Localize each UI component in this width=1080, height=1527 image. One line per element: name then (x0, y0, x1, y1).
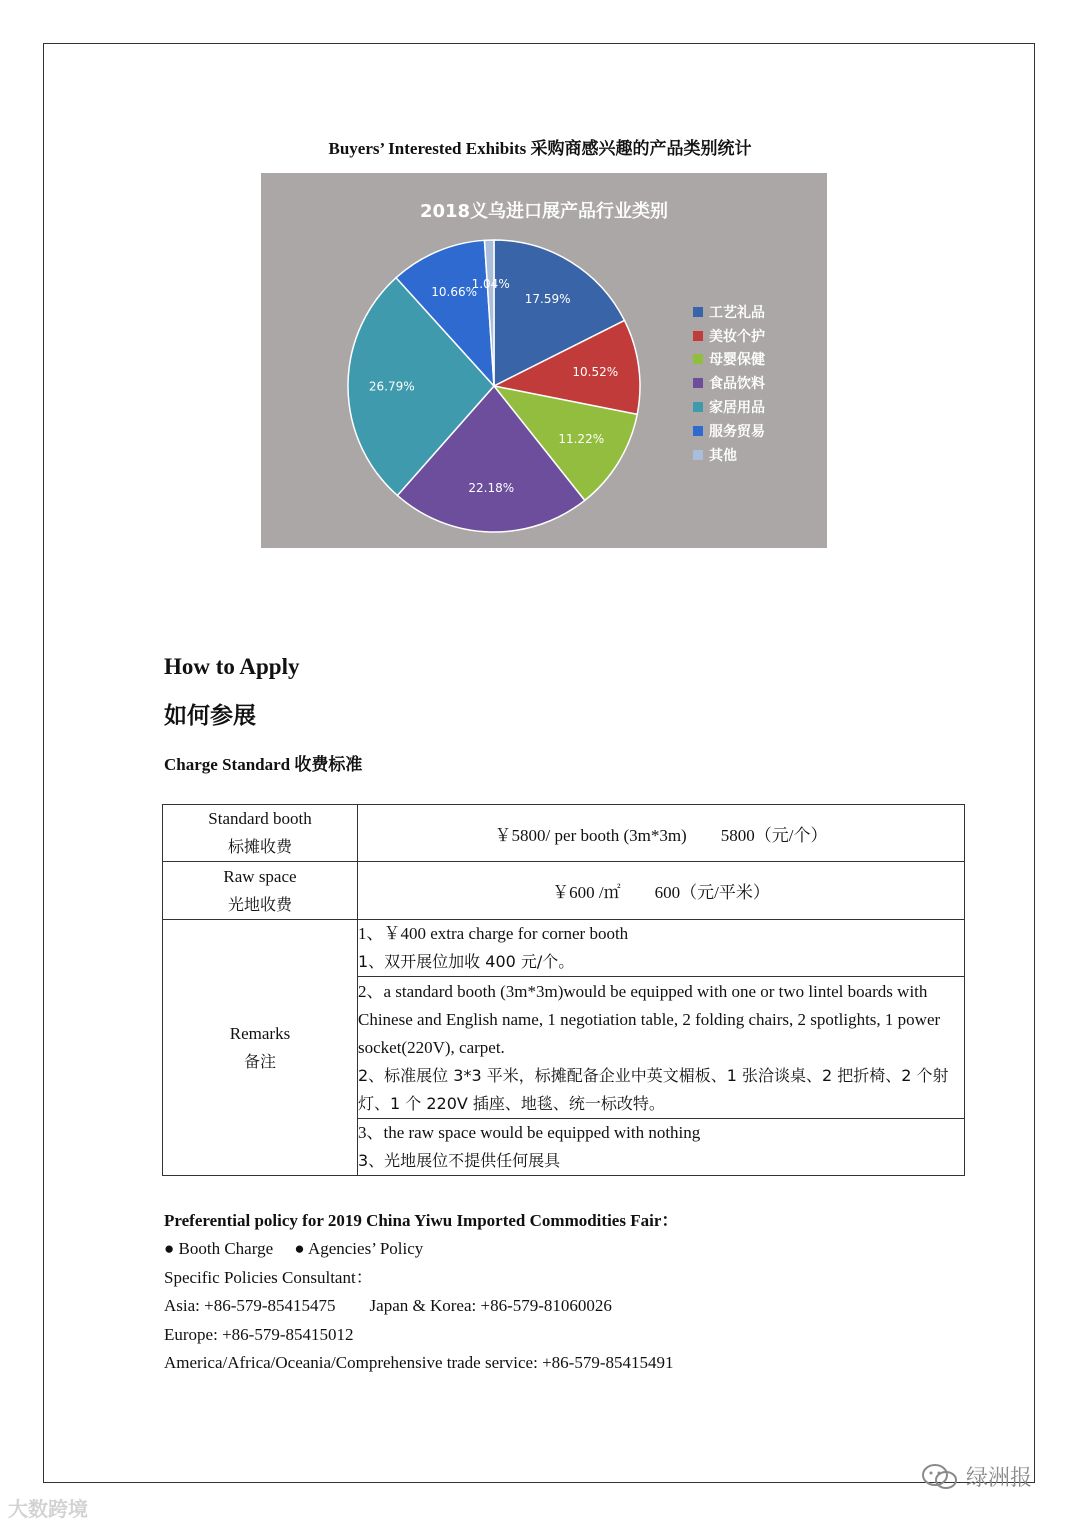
legend-swatch-1 (693, 307, 703, 317)
pie-label-7: 1.04% (471, 276, 510, 291)
policy-bullets: ● Booth Charge ● Agencies’ Policy (164, 1239, 424, 1259)
legend-item-5 (693, 395, 765, 419)
legend-label-4: 食品饮料 (709, 376, 765, 393)
pie-label-6: 10.66% (431, 284, 478, 299)
raw-space-label (163, 862, 358, 920)
remark-3-en: 3、the raw space would be equipped with nothing (358, 1123, 701, 1142)
legend-swatch-7 (693, 450, 703, 460)
wechat-icon (920, 1462, 960, 1492)
remarks-label (163, 920, 358, 1176)
chart-legend (693, 300, 765, 467)
remark-3-cn: 3、光地展位不提供任何展具 (358, 1151, 561, 1170)
contact-america: America/Africa/Oceania/Comprehensive trade service: +86-579-85415491 (164, 1353, 674, 1373)
standard-booth-label (163, 805, 358, 862)
remarks-label-en: Remarks (229, 1023, 291, 1043)
raw-space-label-en: Raw space (223, 866, 297, 886)
remark-1-cn: 1、双开展位加收 400 元/个。 (358, 952, 575, 971)
remark-1-en: 1、￥400 extra charge for corner booth (358, 924, 629, 943)
pie-label-1: 17.59% (524, 292, 571, 307)
policy-title: Preferential policy for 2019 China Yiwu Imported Commodities Fair： (164, 1211, 679, 1230)
pie-label-3: 11.22% (558, 432, 605, 447)
pie-label-5: 26.79% (368, 379, 415, 394)
legend-label-5: 家居用品 (709, 400, 765, 417)
contact-asia: Asia: +86-579-85415475 Japan & Korea: +86-579-81060026 (164, 1296, 612, 1316)
legend-swatch-5 (693, 402, 703, 412)
pie-label-2: 10.52% (572, 365, 619, 380)
charge-standard-heading: Charge Standard 收费标准 (164, 755, 363, 774)
watermark-left: 大数跨境 (8, 1497, 88, 1521)
legend-label-2: 美妆个护 (709, 328, 765, 345)
legend-label-7: 其他 (709, 447, 737, 464)
legend-item-6 (693, 419, 765, 443)
legend-item-7 (693, 443, 765, 467)
legend-swatch-4 (693, 378, 703, 388)
raw-space-label-cn: 光地收费 (227, 894, 292, 914)
table-row-remark-1 (163, 920, 965, 977)
chart-title: 2018义乌进口展产品行业类别 (419, 201, 669, 222)
legend-swatch-3 (693, 354, 703, 364)
how-to-apply-heading: How to Apply (164, 654, 300, 679)
pie-chart (261, 173, 827, 548)
legend-label-6: 服务贸易 (709, 423, 765, 440)
legend-swatch-2 (693, 331, 703, 341)
charge-table (162, 804, 965, 1176)
legend-label-1: 工艺礼品 (709, 304, 765, 321)
chart-caption: Buyers’ Interested Exhibits 采购商感兴趣的产品类别统计 (328, 139, 752, 158)
remark-1 (358, 920, 965, 977)
watermark-right-text: 绿洲报 (966, 1466, 1033, 1491)
legend-item-1 (693, 300, 765, 324)
remark-2-cn: 2、标准展位 3*3 平米，标摊配备企业中英文楣板、1 张洽谈桌、2 把折椅、2 个射灯、1 个 220V 插座、地毯、统一标改特。 (358, 1065, 949, 1113)
legend-item-4 (693, 371, 765, 395)
table-row-standard (163, 805, 965, 862)
standard-booth-price: ￥5800/ per booth (3m*3m) 5800（元/个） (358, 805, 965, 862)
remarks-label-cn: 备注 (243, 1051, 276, 1071)
remark-2 (358, 977, 965, 1119)
contact-europe: Europe: +86-579-85415012 (164, 1324, 354, 1344)
raw-space-price: ￥600 /㎡ 600（元/平米） (358, 862, 965, 920)
legend-item-2 (693, 324, 765, 348)
remark-3 (358, 1119, 965, 1176)
standard-booth-label-cn: 标摊收费 (227, 837, 292, 856)
how-to-apply-heading-cn: 如何参展 (164, 703, 256, 729)
legend-item-3 (693, 348, 765, 372)
legend-swatch-6 (693, 426, 703, 436)
remark-2-en: 2、a standard booth (3m*3m)would be equipped with one or two lintel boards with Chinese and English name, 1 negotiation table, 2 folding chairs, 2 spotlights, 1 power socket(220V), carpet. (358, 981, 941, 1057)
table-row-raw (163, 862, 965, 920)
standard-booth-label-en: Standard booth (208, 809, 312, 828)
policy-consultant: Specific Policies Consultant： (164, 1267, 373, 1287)
pie-label-4: 22.18% (468, 481, 515, 496)
preferential-policy (164, 1207, 678, 1377)
legend-label-3: 母婴保健 (709, 352, 765, 369)
watermark-right (920, 1461, 1032, 1492)
